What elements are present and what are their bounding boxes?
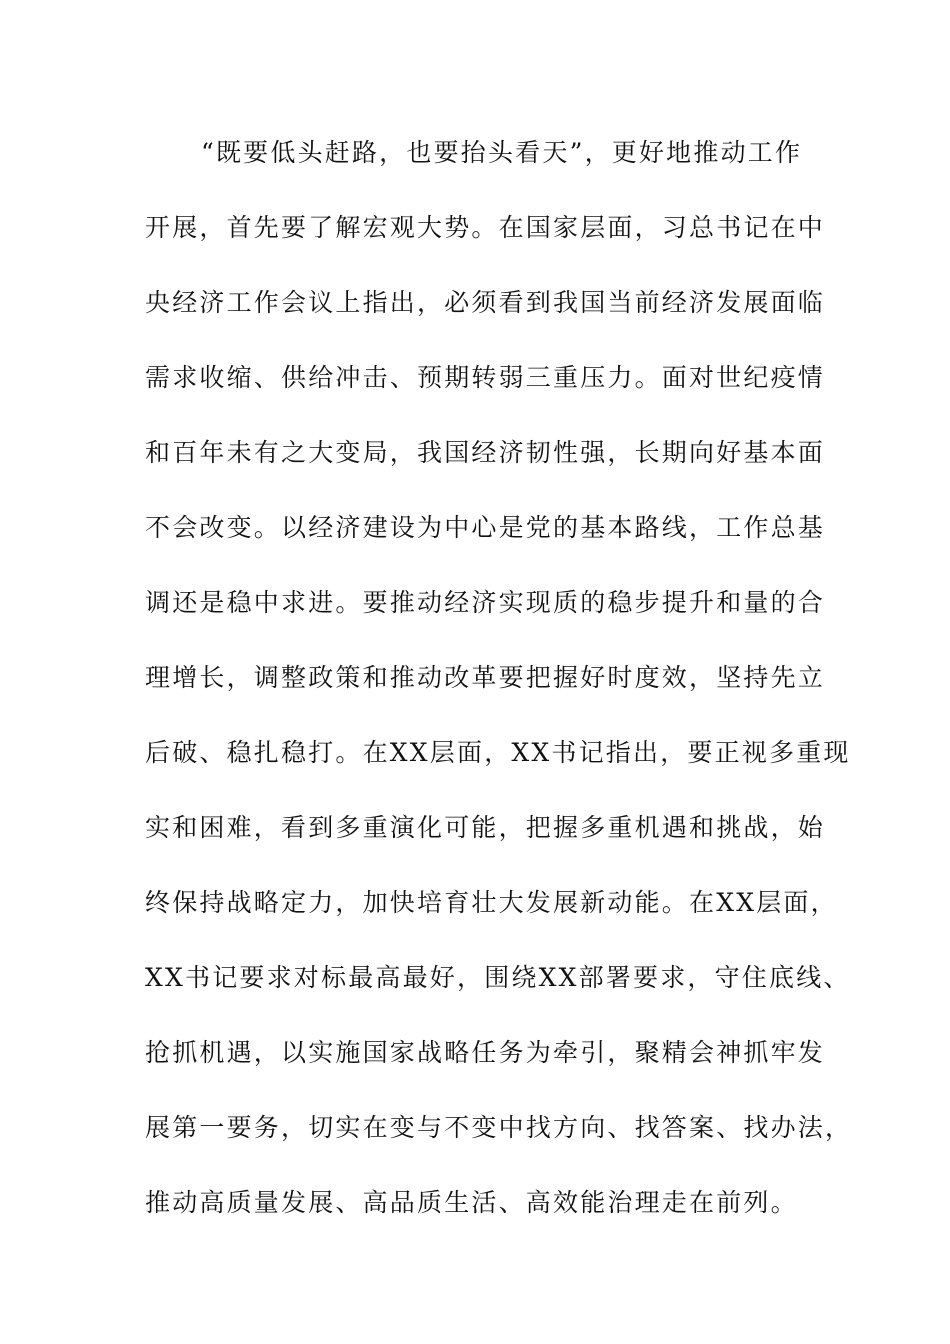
paragraph-line: 理增长，调整政策和推动改革要把握好时度效，坚持先立 — [145, 663, 826, 692]
paragraph-line: 抢抓机遇，以实施国家战略任务为牵引，聚精会神抓牢发 — [145, 1038, 826, 1067]
paragraph-line: 后破、稳扎稳打。在XX层面，XX书记指出，要正视多重现 — [145, 738, 851, 767]
paragraph-line: 不会改变。以经济建设为中心是党的基本路线，工作总基 — [145, 513, 826, 542]
paragraph-line: 调还是稳中求进。要推动经济实现质的稳步提升和量的合 — [145, 588, 826, 617]
paragraph-line: 实和困难，看到多重演化可能，把握多重机遇和挑战，始 — [145, 813, 826, 842]
body-paragraph — [145, 128, 853, 1253]
paragraph-line: 展第一要务，切实在变与不变中找方向、找答案、找办法， — [145, 1113, 853, 1142]
paragraph-line: 央经济工作会议上指出，必须看到我国当前经济发展面临 — [145, 288, 826, 317]
paragraph-line: 需求收缩、供给冲击、预期转弱三重压力。面对世纪疫情 — [145, 363, 826, 392]
paragraph-line: 开展，首先要了解宏观大势。在国家层面，习总书记在中 — [145, 213, 826, 242]
paragraph-line: 和百年未有之大变局，我国经济韧性强，长期向好基本面 — [145, 438, 826, 467]
paragraph-line: XX书记要求对标最高最好，围绕XX部署要求，守住底线、 — [145, 963, 851, 992]
paragraph-line: 推动高质量发展、高品质生活、高效能治理走在前列。 — [145, 1188, 798, 1217]
paragraph-line: “既要低头赶路，也要抬头看天”，更好地推动工作 — [201, 138, 803, 167]
paragraph-line: 终保持战略定力，加快培育壮大发展新动能。在XX层面， — [145, 888, 838, 917]
